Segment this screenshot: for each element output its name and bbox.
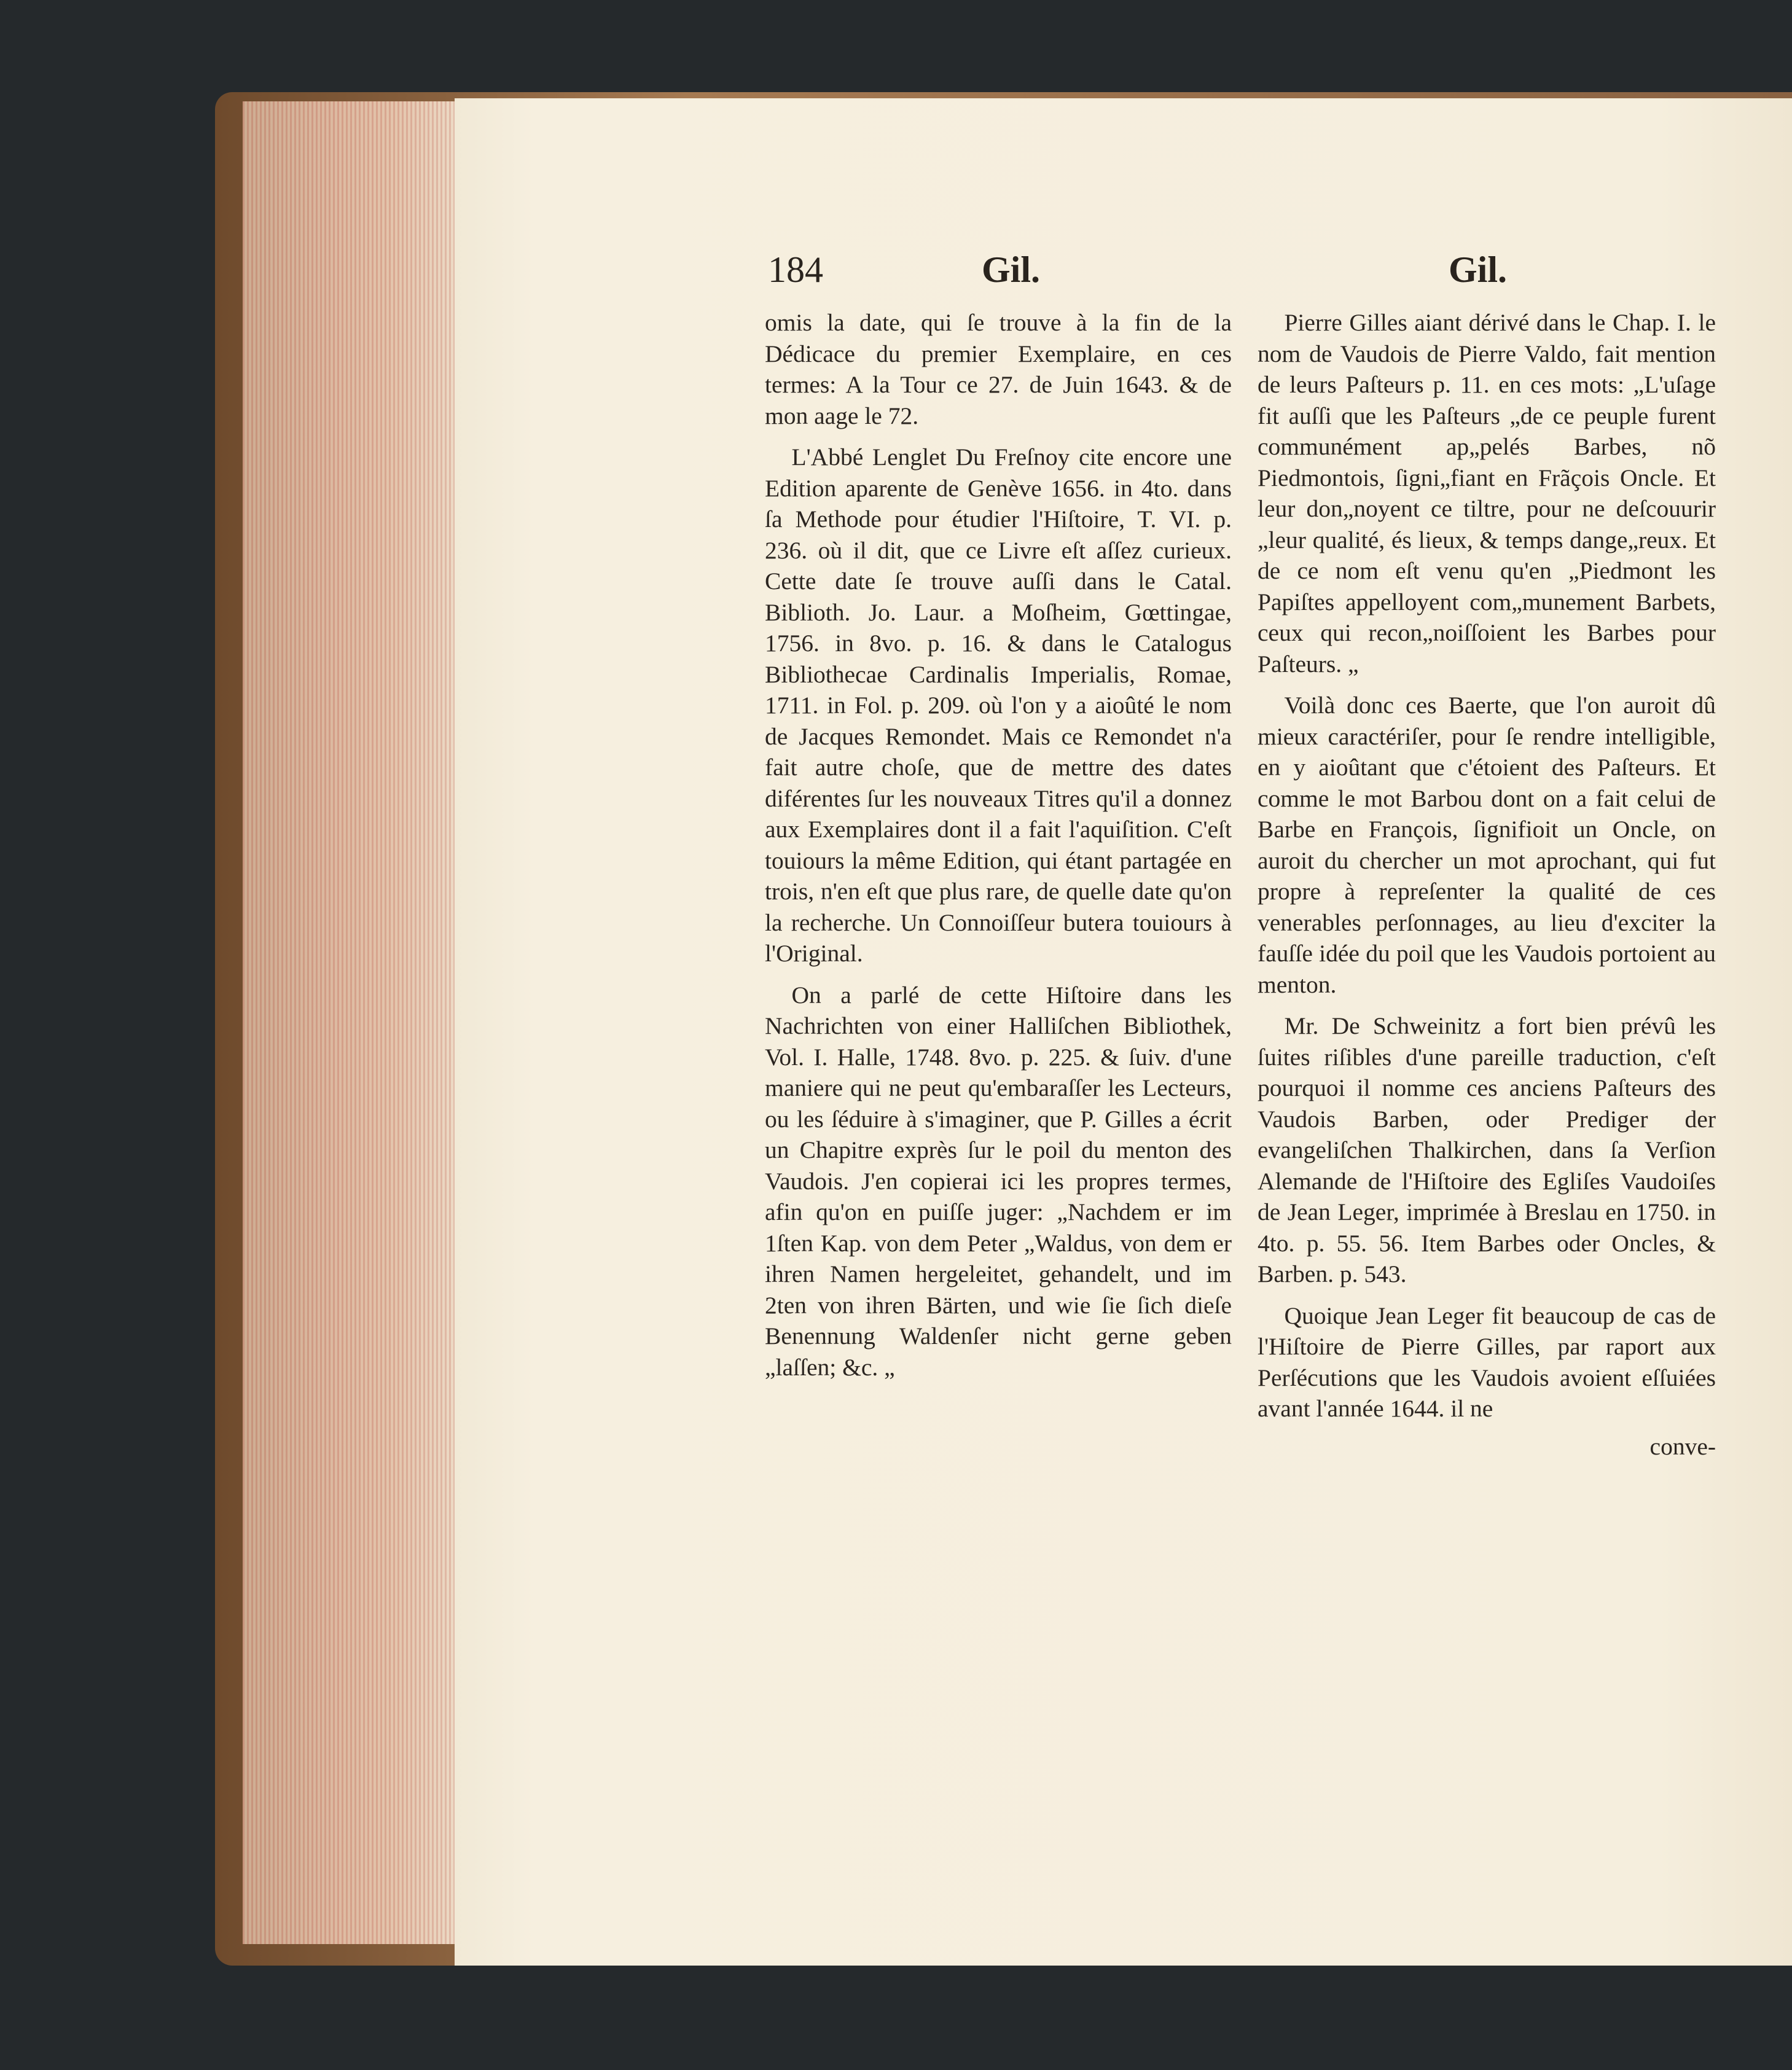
paragraph: omis la date, qui ſe trouve à la fin de la Dédicace du premier Exemplaire, en ces termes: A la Tour ce 27. de Juin 1643. & de mon aage le 72. — [765, 309, 1232, 429]
text-column-left — [765, 307, 1232, 1393]
paragraph: On a parlé de cette Hiſtoire dans les Nachrichten von einer Halliſchen Bibliothek, Vol. I. Halle, 1748. 8vo. p. 225. & ſuiv. d'une maniere qui ne peut qu'embaraſſer les Lecteurs, ou les ſéduire à s'imaginer, que P. Gilles a écrit un Chapitre exprès ſur le poil du menton des Vaudois. J'en copierai ici les propres termes, afin qu'on en puiſſe juger: „Nachdem er im 1ſten Kap. von dem Peter „Waldus, von dem er ihren Namen hergeleitet, gehandelt, und im 2ten von ihren Bärten, und wie ſie ſich dieſe Benennung Waldenſer nicht gerne geben „laſſen; &c. „ — [765, 981, 1232, 1381]
page-edge — [243, 101, 456, 1944]
running-head-right: Gil. — [1449, 249, 1508, 290]
page-number: 184 — [768, 249, 823, 290]
paragraph: Pierre Gilles aiant dérivé dans le Chap. I. le nom de Vaudois de Pierre Valdo, fait mention de leurs Paſteurs p. 11. en ces mots: „L'uſage fit auſſi que les Paſteurs „de ce peuple furent communément ap„pelés Barbes, nõ Piedmontois, ſigni„fiant en Frãçois Oncle. Et leur don„noyent ce tiltre, pour ne deſcouurir „leur qualité, és lieux, & temps dange„reux. Et de ce nom eſt venu qu'en „Piedmont les Papiſtes appelloyent com„munement Barbets, ceux qui recon„noiſſoient les Barbes pour Paſteurs. „ — [1258, 309, 1716, 678]
text-column-right — [1258, 307, 1716, 1472]
paragraph: Voilà donc ces Baerte, que l'on auroit dû mieux caractériſer, pour ſe rendre intelligible, en y aioûtant que c'étoient des Paſteurs. Et comme le mot Barbou dont on a fait celui de Barbe en François, ſignifioit un Oncle, on auroit du chercher un mot aprochant, qui fut propre à repreſenter la qualité de ces venerables perſonnages, au lieu d'exciter la fauſſe idée du poil que les Vaudois portoient au menton. — [1258, 692, 1716, 998]
paragraph: Quoique Jean Leger fit beaucoup de cas de l'Hiſtoire de Pierre Gilles, par raport aux Perſécutions que les Vaudois avoient eſſuiées avant l'année 1644. il ne — [1258, 1302, 1716, 1422]
paragraph: L'Abbé Lenglet Du Freſnoy cite encore une Edition aparente de Genève 1656. in 4to. dans ſa Methode pour étudier l'Hiſtoire, T. VI. p. 236. où il dit, que ce Livre eſt aſſez curieux. Cette date ſe trouve auſſi dans le Catal. Biblioth. Jo. Laur. a Moſheim, Gœttingae, 1756. in 8vo. p. 16. & dans le Catalogus Bibliothecae Cardinalis Imperialis, Romae, 1711. in Fol. p. 209. où l'on y a aioûté le nom de Jacques Remondet. Mais ce Remondet n'a fait autre choſe, que de mettre des dates diférentes ſur les nouveaux Titres qu'il a donnez aux Exemplaires dont il a fait l'aquiſition. C'eſt touiours la même Edition, qui étant partagée en trois, n'en eſt que plus rare, de quelle date qu'on la recherche. Un Connoiſſeur butera touiours à l'Original. — [765, 443, 1232, 967]
paragraph: Mr. De Schweinitz a fort bien prévû les ſuites riſibles d'une pareille traduction, c'eſt pourquoi il nomme ces anciens Paſteurs des Vaudois Barben, oder Prediger der evangeliſchen Thalkirchen, dans ſa Verſion Alemande de l'Hiſtoire des Egliſes Vaudoiſes de Jean Leger, imprimée à Breslau en 1750. in 4to. p. 55. 56. Item Barbes oder Oncles, & Barben. p. 543. — [1258, 1012, 1716, 1287]
catchword: conve- — [1649, 1432, 1716, 1460]
running-head-left: Gil. — [982, 249, 1041, 290]
